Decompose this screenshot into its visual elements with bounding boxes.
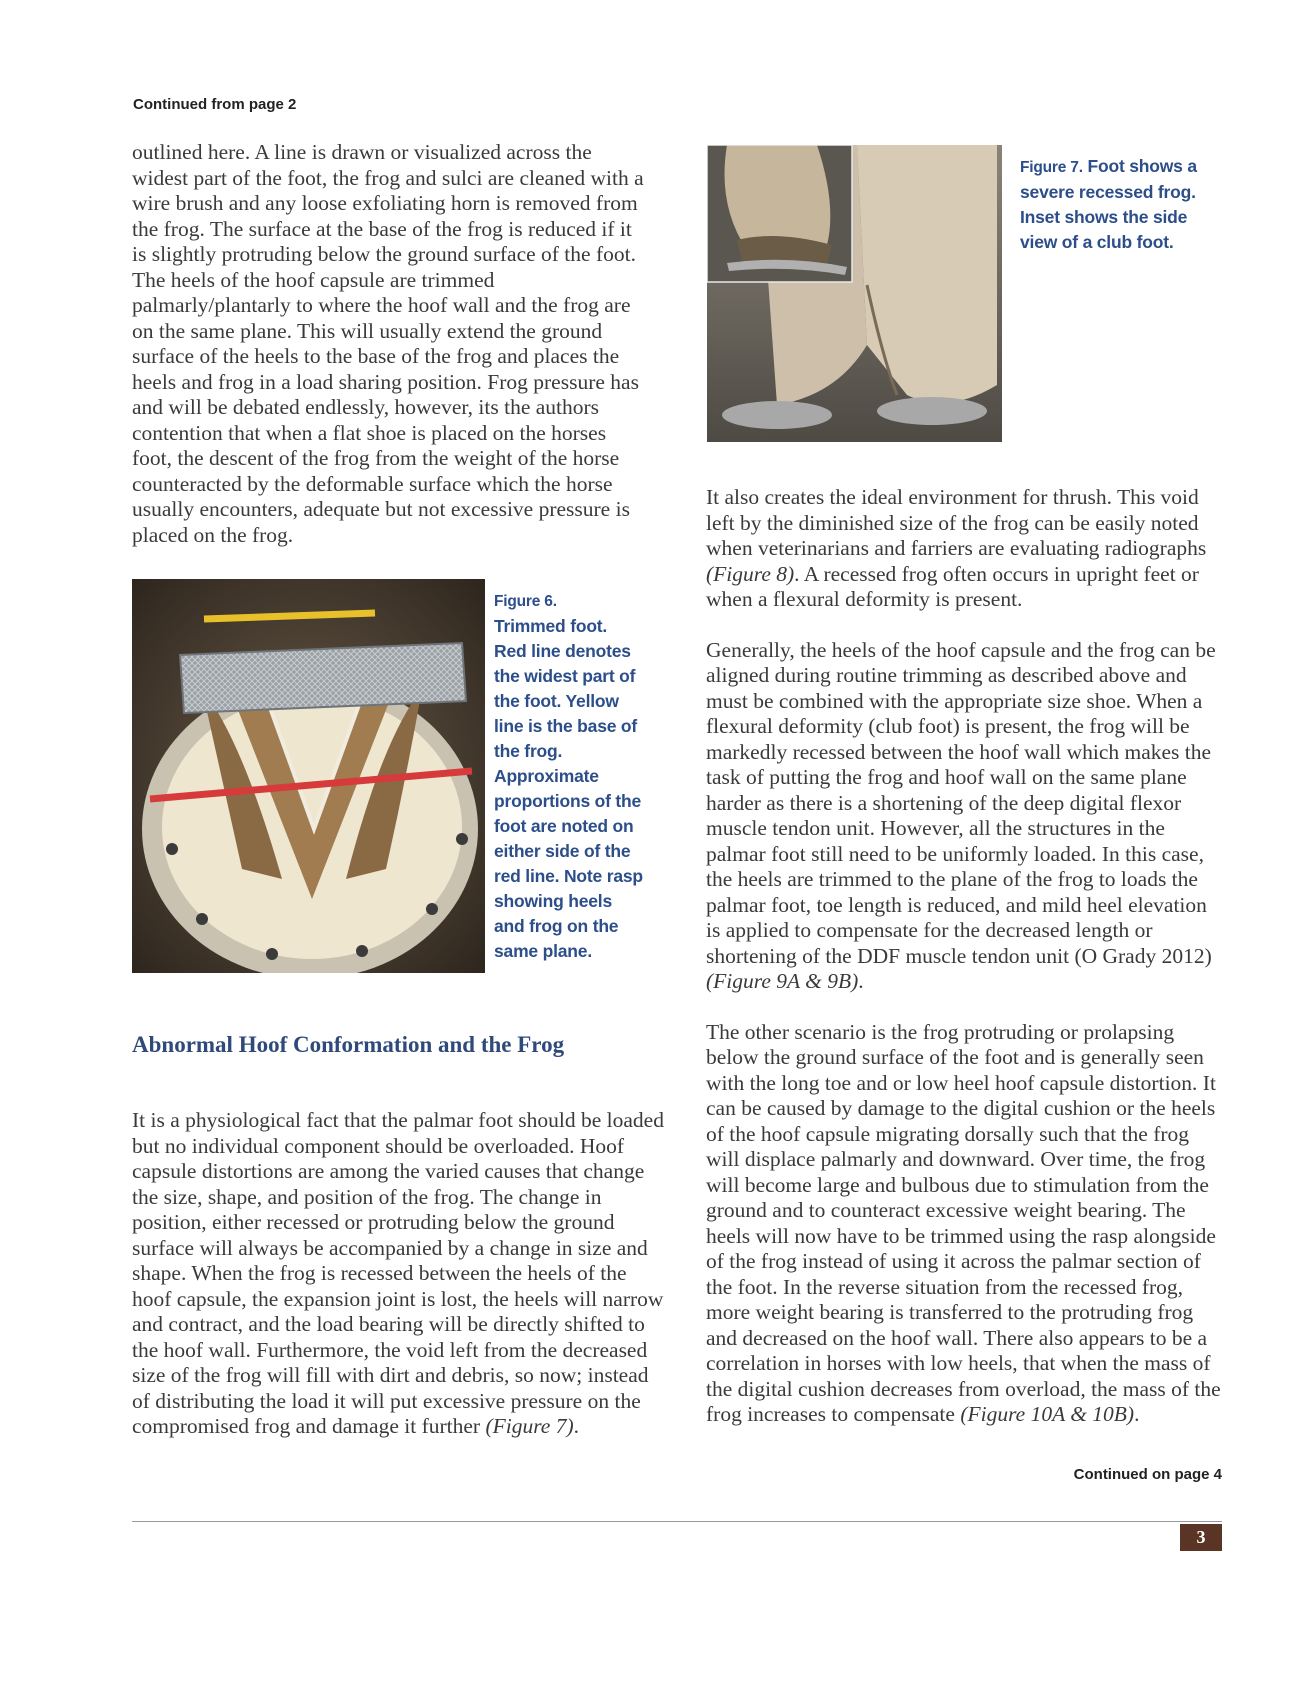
figure-6-caption-text: Trimmed foot. Red line denotes the widest part of the foot. Yellow line is the base of the frog. Approximate proportions of the foot are noted on either side of the red line. Note rasp showing heels and frog on the same plane. — [494, 616, 643, 961]
body-paragraph — [706, 638, 1226, 995]
footer-divider — [132, 1521, 1222, 1522]
figure-reference: (Figure 9A & 9B) — [706, 969, 859, 993]
body-paragraph — [132, 1108, 667, 1440]
figure-6-label: Figure 6. — [494, 593, 557, 610]
figure-reference: (Figure 10A & 10B) — [960, 1402, 1135, 1426]
body-paragraph — [706, 485, 1226, 613]
figure-7-caption-text: Foot shows a severe recessed frog. Inset shows the side view of a club foot. — [1020, 156, 1197, 252]
continued-from-note: Continued from page 2 — [133, 96, 297, 113]
paragraph-end: . — [573, 1414, 579, 1438]
figure-7-label: Figure 7. — [1020, 159, 1083, 176]
recessed-frog-image — [707, 145, 1002, 442]
body-paragraph — [706, 1020, 1226, 1428]
section-heading: Abnormal Hoof Conformation and the Frog — [132, 1032, 565, 1057]
paragraph-tail: . — [1134, 1402, 1140, 1426]
paragraph-tail: . — [858, 969, 864, 993]
figure-reference: (Figure 8) — [706, 561, 795, 586]
paragraph-text: The other scenario is the frog protruding or prolapsing below the ground surface of the foot and is generally seen with the long toe and or low heel hoof capsule distortion. It can be caused by damage to the digital cushion or the heels of the hoof capsule migrating dorsally such that the frog will displace palmarly and downward. Over time, the frog will become large and bulbous due to stimulation from the ground and to counteract excessive weight bearing. The heels will now have to be trimmed using the rasp alongside of the frog instead of using it across the palmar section of the foot. In the reverse situation from the recessed frog, more weight bearing is transferred to the protruding frog and decreased on the hoof wall. There also appears to be a correlation in horses with low heels, that when the mass of the digital cushion decreases from overload, the mass of the frog increases to compensate — [706, 1019, 1221, 1426]
page-number: 3 — [1180, 1524, 1222, 1551]
right-column — [706, 485, 1226, 1428]
continued-on-note: Continued on page 4 — [1073, 1466, 1222, 1483]
left-column-top — [132, 140, 650, 548]
left-column-bottom — [132, 1108, 667, 1440]
figure-6-caption — [494, 589, 644, 964]
paragraph-text: It also creates the ideal environment for thrush. This void left by the diminished size of the frog can be easily noted when veterinarians and farriers are evaluating radiographs — [706, 485, 1207, 560]
paragraph-text: It is a physiological fact that the palmar foot should be loaded but no individual component should be overloaded. Hoof capsule distortions are among the varied causes that change the size, shape, and position of the frog. The change in position, either recessed or protruding below the ground surface will always be accompanied by a change in size and shape. When the frog is recessed between the heels of the hoof capsule, the expansion joint is lost, the heels will narrow and contract, and the load bearing will be directly shifted to the hoof wall. Furthermore, the void left from the decreased size of the frog will fill with dirt and debris, so now; instead of distributing the load it will put excessive pressure on the compromised frog and damage it further — [132, 1108, 664, 1438]
paragraph-tail: . A recessed frog often occurs in upright feet or when a flexural deformity is present. — [706, 561, 1199, 611]
figure-7-caption — [1020, 154, 1220, 255]
figure-reference: (Figure 7) — [485, 1414, 574, 1438]
paragraph-text: Generally, the heels of the hoof capsule and the frog can be aligned during routine trimming as described above and must be combined with the appropriate size shoe. When a flexural deformity (club foot) is present, the frog will be markedly recessed between the hoof wall which makes the task of putting the frog and hoof wall on the same plane harder as there is a shortening of the deep digital flexor muscle tendon unit. However, all the structures in the palmar foot still need to be uniformly loaded. In this case, the heels are trimmed to the plane of the frog to loads the palmar foot, toe length is reduced, and mild heel elevation is applied to compensate for the decreased length or shortening of the DDF muscle tendon unit (O Grady 2012) — [706, 637, 1216, 968]
trimmed-hoof-image — [132, 579, 485, 973]
figure-6-photo — [132, 579, 485, 973]
body-paragraph: outlined here. A line is drawn or visualized across the widest part of the foot, the frog and sulci are cleaned with a wire brush and any loose exfoliating horn is removed from the frog. The surface at the base of the frog is reduced if it is slightly protruding below the ground surface of the foot. The heels of the hoof capsule are trimmed palmarly/plantarly to where the hoof wall and the frog are on the same plane. This will usually extend the ground surface of the heels to the base of the frog and places the heels and frog in a load sharing position. Frog pressure has and will be debated endlessly, however, its the authors contention that when a flat shoe is placed on the horses foot, the descent of the frog from the weight of the horse counteracted by the deformable surface which the horse usually encounters, adequate but not excessive pressure is placed on the frog. — [132, 140, 644, 547]
figure-7-photo — [707, 145, 1002, 442]
